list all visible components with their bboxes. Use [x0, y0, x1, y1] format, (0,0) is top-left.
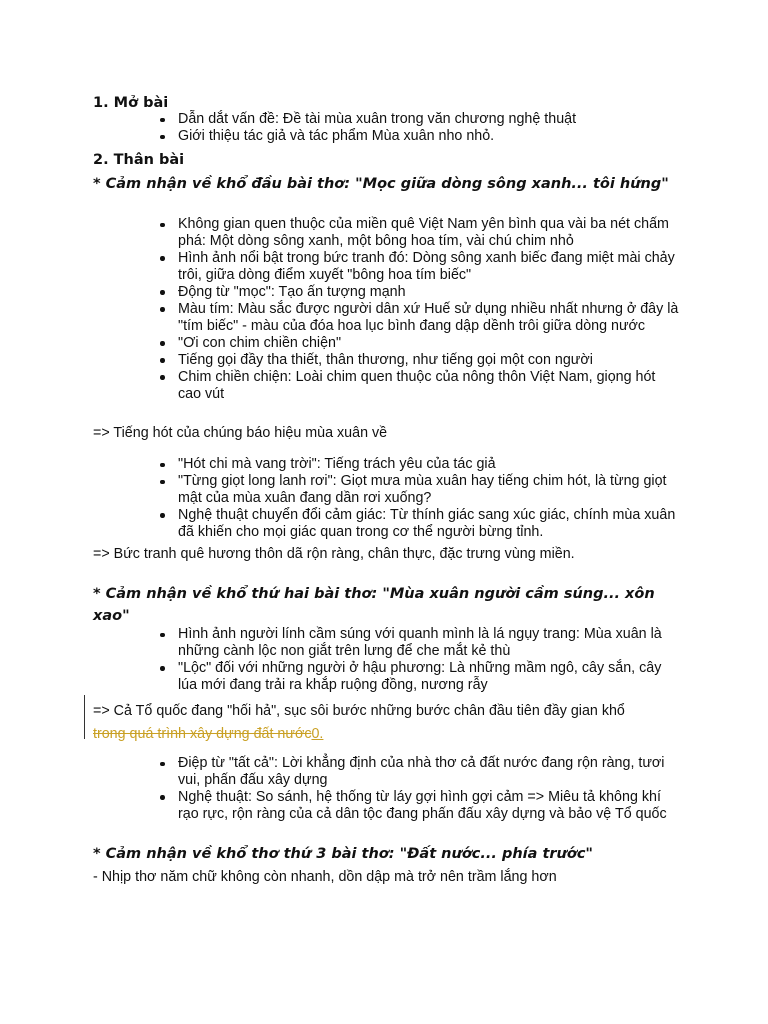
list-item: Không gian quen thuộc của miền quê Việt Nam yên bình qua vài ba nét chấm phá: Một dòng sông xanh, một bông hoa tím, vài chú chim nhỏ: [160, 216, 680, 250]
list-item: "Hót chi mà vang trời": Tiếng trách yêu của tác giả: [160, 456, 680, 473]
stanza1-conclusion-2: => Bức tranh quê hương thôn dã rộn ràng, chân thực, đặc trưng vùng miền.: [93, 546, 575, 562]
stanza2-list: [160, 626, 680, 694]
stanza2-title: * Cảm nhận về khổ thứ hai bài thơ: "Mùa xuân người cầm súng... xôn xao": [93, 586, 655, 624]
list-item: Giới thiệu tác giả và tác phẩm Mùa xuân nho nhỏ.: [160, 128, 680, 145]
list-item: Tiếng gọi đầy tha thiết, thân thương, như tiếng gọi một con người: [160, 352, 680, 369]
tracked-deletion: trong quá trình xây dựng đất nước: [93, 726, 312, 742]
list-item: "Lộc" đối với những người ở hậu phương: Là những mầm ngô, cây sắn, cây lúa mới đang trải ra khắp ruộng đồng, nương rẫy: [160, 660, 680, 694]
stanza1-list-2: [160, 456, 680, 541]
change-bar: [84, 695, 85, 739]
list-item: Điệp từ "tất cả": Lời khẳng định của nhà thơ cả đất nước đang rộn ràng, tươi vui, phấn đấu xây dựng: [160, 755, 680, 789]
stanza3-line: - Nhịp thơ năm chữ không còn nhanh, dồn dập mà trở nên trầm lắng hơn: [93, 869, 557, 885]
stanza1-list: [160, 216, 680, 403]
list-item: "Ơi con chim chiền chiện": [160, 335, 680, 352]
stanza1-title: * Cảm nhận về khổ đầu bài thơ: "Mọc giữa dòng sông xanh... tôi hứng": [93, 176, 669, 192]
intro-heading: 1. Mở bài: [93, 95, 169, 111]
stanza1-conclusion-1: => Tiếng hót của chúng báo hiệu mùa xuân về: [93, 425, 388, 441]
conclusion-text: => Cả Tổ quốc đang "hối hả", sục sôi bước những bước chân đầu tiên đầy gian khổ: [93, 703, 625, 719]
body-heading: 2. Thân bài: [93, 152, 185, 168]
intro-list: [160, 111, 680, 145]
stanza2-list-2: [160, 755, 680, 823]
tracked-insertion: 0.: [311, 726, 324, 742]
list-item: Hình ảnh người lính cầm súng với quanh mình là lá ngụy trang: Mùa xuân là những cành lộc non giắt trên lưng để che mắt kẻ thù: [160, 626, 680, 660]
stanza2-conclusion: [93, 700, 693, 746]
list-item: Nghệ thuật: So sánh, hệ thống từ láy gợi hình gợi cảm => Miêu tả không khí rạo rực, rộn ràng của cả dân tộc đang phấn đấu xây dựng và bảo vệ Tổ quốc: [160, 789, 680, 823]
stanza3-title: * Cảm nhận về khổ thơ thứ 3 bài thơ: "Đất nước... phía trước": [93, 846, 593, 862]
list-item: Dẫn dắt vấn đề: Đề tài mùa xuân trong văn chương nghệ thuật: [160, 111, 680, 128]
list-item: Chim chiền chiện: Loài chim quen thuộc của nông thôn Việt Nam, giọng hót cao vút: [160, 369, 680, 403]
list-item: Hình ảnh nổi bật trong bức tranh đó: Dòng sông xanh biếc đang miệt mài chảy trôi, giữa dòng điểm xuyết "bông hoa tím biếc": [160, 250, 680, 284]
list-item: Màu tím: Màu sắc được người dân xứ Huế sử dụng nhiều nhất nhưng ở đây là "tím biếc" - màu của đóa hoa lục bình đang dập dềnh trôi giữa dòng nước: [160, 301, 680, 335]
list-item: "Từng giọt long lanh rơi": Giọt mưa mùa xuân hay tiếng chim hót, là từng giọt mật của mùa xuân đang dần rơi xuống?: [160, 473, 680, 507]
list-item: Động từ "mọc": Tạo ấn tượng mạnh: [160, 284, 680, 301]
list-item: Nghệ thuật chuyển đổi cảm giác: Từ thính giác sang xúc giác, chính mùa xuân đã khiến cho mọi giác quan trong cơ thể người bừng tỉnh.: [160, 507, 680, 541]
